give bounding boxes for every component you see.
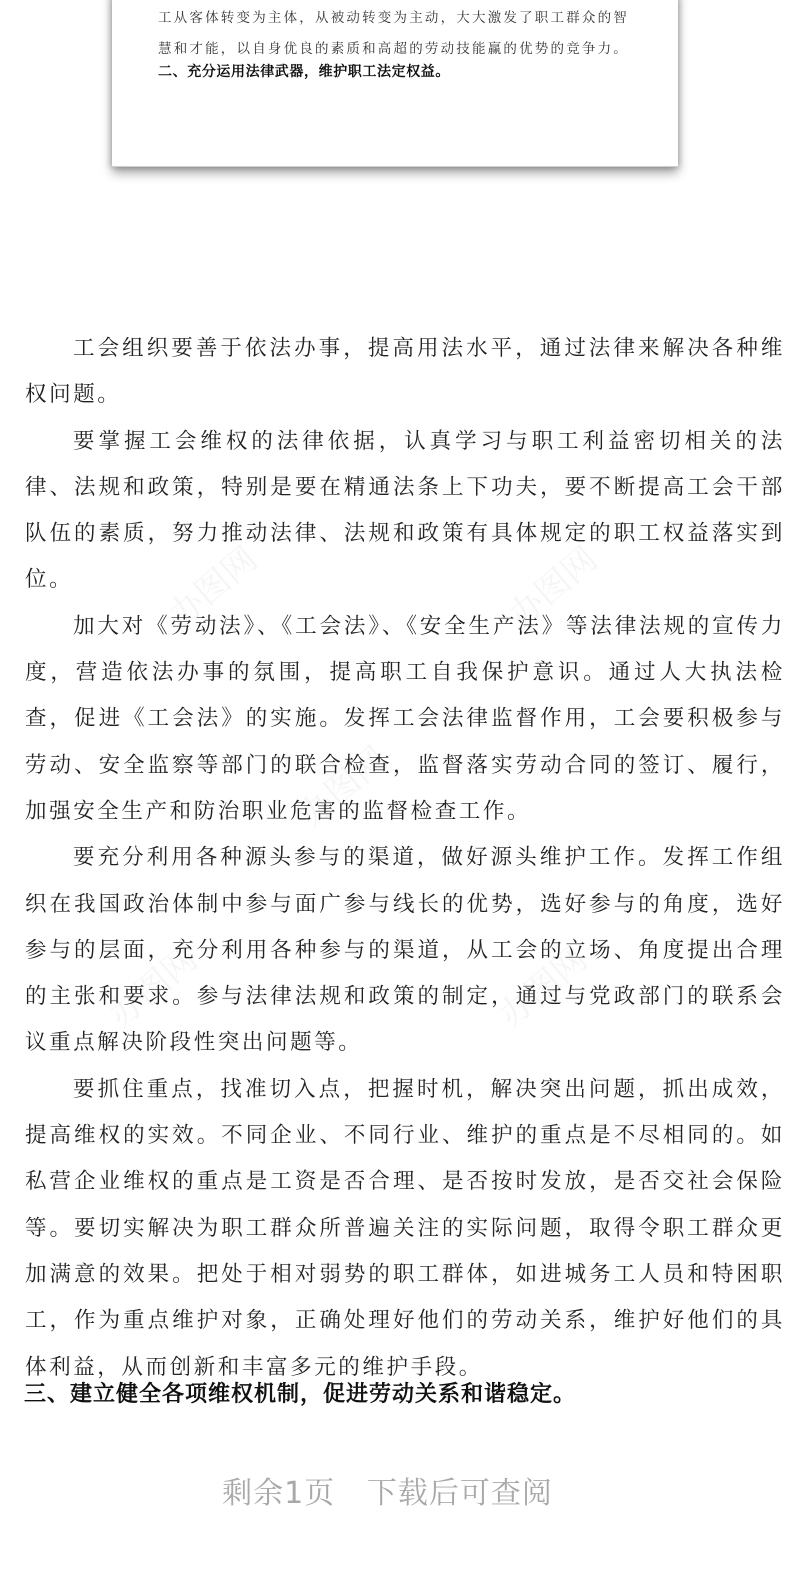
body-paragraph: 要充分利用各种源头参与的渠道，做好源头维护工作。发挥工作组织在我国政治体制中参与面广参与线长的优势，选好参与的角度，选好参与的层面，充分利用各种参与的渠道，从工会的立场、角度提出合理的主张和要求。参与法律法规和政策的制定，通过与党政部门的联系会议重点解决阶段性突出问题等。 — [25, 845, 785, 1056]
watermark-text: 办图网 — [501, 539, 606, 636]
watermark-text: 办图网 — [161, 539, 266, 636]
remaining-pages-download-prompt[interactable]: 剩余1页 下载后可查阅 — [222, 1476, 553, 1511]
document-body — [25, 326, 785, 1391]
document-preview-card — [112, 0, 678, 167]
watermark-text: 办图网 — [101, 939, 206, 1036]
body-paragraph: 要抓住重点，找准切入点，把握时机，解决突出问题，抓出成效，提高维权的实效。不同企业、不同行业、维护的重点是不尽相同的。如私营企业维权的重点是工资是否合理、是否按时发放，是否交社会保险等。要切实解决为职工群众所普遍关注的实际问题，取得令职工群众更加满意的效果。把处于相对弱势的职工群体，如进城务工人员和特困职工，作为重点维护对象，正确处理好他们的劳动关系，维护好他们的具体利益，从而创新和丰富多元的维护手段。 — [25, 1076, 785, 1380]
body-paragraph: 工会组织要善于依法办事，提高用法水平，通过法律来解决各种维权问题。 — [25, 336, 785, 408]
body-paragraph: 加大对《劳动法》、《工会法》、《安全生产法》等法律法规的宣传力度，营造依法办事的氛围，提高职工自我保护意识。通过人大执法检查，促进《工会法》的实施。发挥工会法律监督作用，工会要积极参与劳动、安全监察等部门的联合检查，监督落实劳动合同的签订、履行，加强安全生产和防治职业危害的监督检查工作。 — [25, 613, 785, 824]
preview-text-line: 工从客体转变为主体，从被动转变为主动，大大激发了职工群众的智 — [158, 10, 629, 26]
watermark-text: 办图网 — [491, 939, 596, 1036]
preview-text-line: 慧和才能，以自身优良的素质和高超的劳动技能赢的优势的竞争力。 — [158, 41, 629, 57]
preview-section-heading: 二、充分运用法律武器，维护职工法定权益。 — [158, 64, 450, 80]
body-paragraph: 要掌握工会维权的法律依据，认真学习与职工利益密切相关的法律、法规和政策，特别是要在精通法条上下功夫，要不断提高工会干部队伍的素质，努力推动法律、法规和政策有具体规定的职工权益落实到位。 — [25, 428, 785, 593]
section-heading: 三、建立健全各项维权机制，促进劳动关系和谐稳定。 — [24, 1382, 577, 1407]
watermark-text: 办图网 — [291, 739, 396, 836]
